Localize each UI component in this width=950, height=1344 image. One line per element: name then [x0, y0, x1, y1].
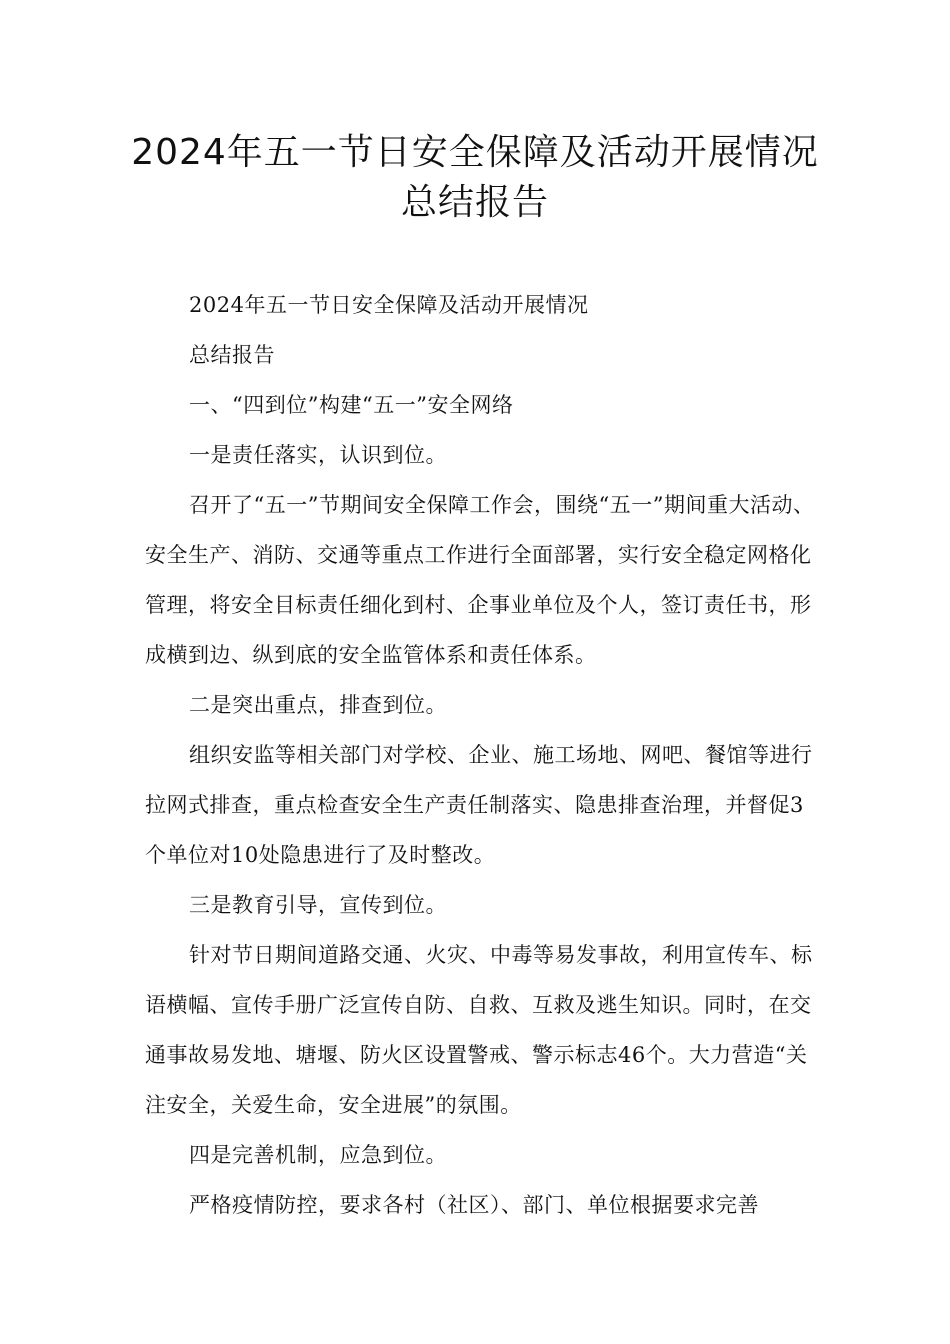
paragraph-heading-subtitle: 总结报告 [189, 343, 275, 367]
paragraph-responsibility: 召开了“五一”节期间安全保障工作会，围绕“五一”期间重大活动、安全生产、消防、交通等重点工作进行全面部署，实行安全稳定网格化管理，将安全目标责任细化到村、企事业单位及个人，签订责任书，形成横到边、纵到底的安全监管体系和责任体系。 [145, 493, 815, 667]
paragraph-education: 针对节日期间道路交通、火灾、中毒等易发事故，利用宣传车、标语横幅、宣传手册广泛宣传自防、自救、互救及逃生知识。同时，在交通事故易发地、塘堰、防火区设置警戒、警示标志46个。大力营造“关注安全，关爱生命，安全进展”的氛围。 [145, 943, 813, 1117]
document-body [145, 280, 825, 1230]
subheading-inspection: 二是突出重点，排查到位。 [189, 693, 447, 717]
document-title: 2024年五一节日安全保障及活动开展情况总结报告 [131, 132, 819, 223]
paragraph-mechanism: 严格疫情防控，要求各村（社区）、部门、单位根据要求完善 [189, 1193, 759, 1217]
subheading-education: 三是教育引导，宣传到位。 [189, 893, 447, 917]
paragraph-heading-title: 2024年五一节日安全保障及活动开展情况 [189, 293, 589, 317]
subheading-mechanism: 四是完善机制，应急到位。 [189, 1143, 447, 1167]
paragraph-inspection: 组织安监等相关部门对学校、企业、施工场地、网吧、餐馆等进行拉网式排查，重点检查安全生产责任制落实、隐患排查治理，并督促3个单位对10处隐患进行了及时整改。 [145, 743, 813, 867]
section-heading-1: 一、“四到位”构建“五一”安全网络 [189, 393, 514, 417]
subheading-responsibility: 一是责任落实，认识到位。 [189, 443, 447, 467]
